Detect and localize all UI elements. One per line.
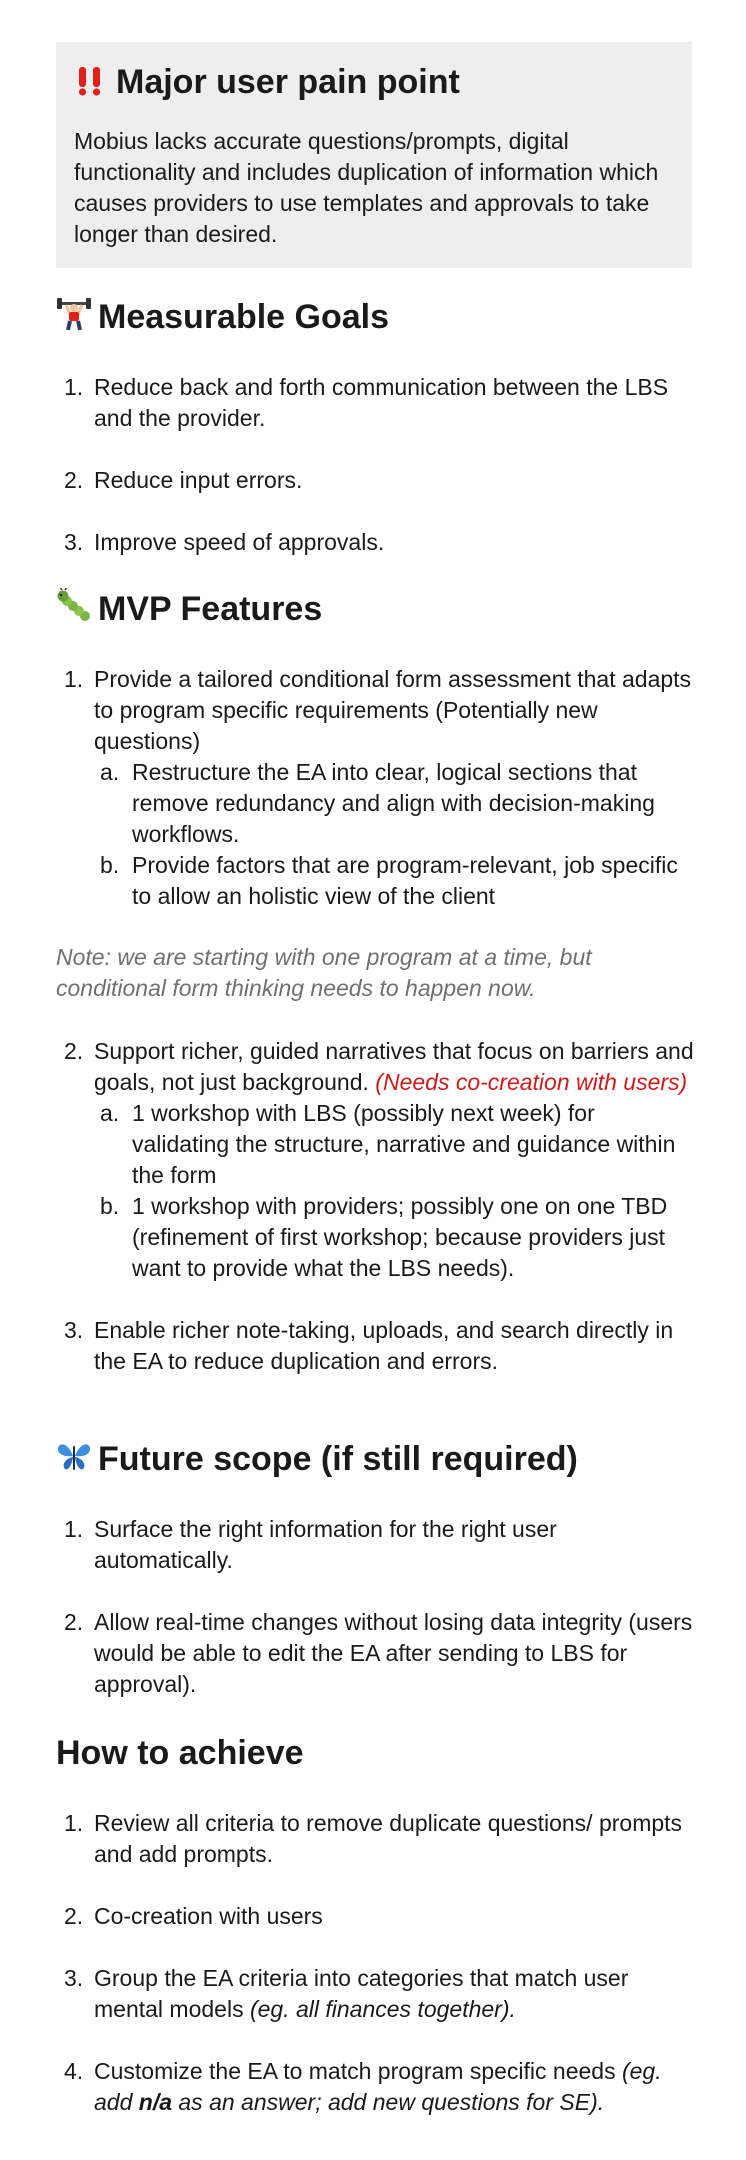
list-number: 1.: [64, 1810, 84, 1836]
list-item-text: Enable richer note-taking, uploads, and search directly in the EA to reduce duplication and errors.: [94, 1317, 674, 1374]
list-item-text: Review all criteria to remove duplicate questions/ prompts and add prompts.: [94, 1810, 683, 1867]
pain-point-body: Mobius lacks accurate questions/prompts, digital functionality and includes duplication of information which causes providers to use templates and approvals to take longer than desired.: [74, 128, 659, 247]
mvp-features-title: MVP Features: [98, 590, 323, 628]
list-item-text: Surface the right information for the right user automatically.: [94, 1516, 557, 1573]
sub-list-item: [94, 850, 696, 912]
list-item-text: Customize the EA to match program specific needs: [94, 2058, 622, 2084]
list-item-text: Reduce back and forth communication between the LBS and the provider.: [94, 374, 669, 431]
mvp-features-list-continued: [56, 1036, 696, 1377]
list-number: 2.: [64, 1903, 84, 1929]
mvp-features-continued: [56, 1036, 696, 1377]
list-item-text: Reduce input errors.: [94, 467, 303, 493]
pain-point-callout: [56, 42, 692, 268]
list-item: [56, 465, 696, 496]
sub-list-item-text: 1 workshop with LBS (possibly next week) for validating the structure, narrative and guidance within the form: [132, 1100, 676, 1188]
list-number: 2.: [64, 1038, 84, 1064]
how-to-achieve-list: [56, 1808, 696, 2118]
example-note: (eg. all finances together).: [249, 1996, 516, 2022]
measurable-goals-heading: [56, 290, 696, 344]
list-item: [56, 2056, 696, 2118]
future-scope-title: Future scope (if still required): [98, 1440, 578, 1478]
list-number: 3.: [64, 1965, 84, 1991]
list-item: [56, 1514, 696, 1576]
pain-point-heading: [74, 50, 674, 114]
sub-list-letter: b.: [100, 1193, 120, 1219]
sub-list-item: [94, 1098, 696, 1191]
list-number: 3.: [64, 1317, 84, 1343]
program-note: Note: we are starting with one program at a time, but conditional form thinking needs to happen now.: [56, 944, 592, 1001]
list-item: [56, 1607, 696, 1700]
caterpillar-icon: [56, 582, 96, 636]
list-item: [56, 1808, 696, 1870]
sub-list-item: [94, 757, 696, 850]
weightlifter-icon: [56, 290, 96, 344]
sub-list: [94, 757, 696, 912]
sub-list-letter: b.: [100, 852, 120, 878]
sub-list-item-text: Restructure the EA into clear, logical sections that remove redundancy and align with decision-making workflows.: [132, 759, 655, 847]
sub-list-item-text: 1 workshop with providers; possibly one on one TBD (refinement of first workshop; because providers just want to provide what the LBS needs).: [132, 1193, 668, 1281]
list-item-text: Allow real-time changes without losing data integrity (users would be able to edit the EA after sending to LBS for approval).: [94, 1609, 693, 1697]
how-to-achieve-heading: How to achieve: [56, 1734, 304, 1772]
sub-list: [94, 1098, 696, 1284]
list-number: 1.: [64, 666, 84, 692]
mvp-features-list: [56, 664, 696, 912]
list-item: [56, 372, 696, 434]
future-scope-section: [56, 1432, 696, 1700]
list-number: 3.: [64, 529, 84, 555]
future-scope-list: [56, 1514, 696, 1700]
list-item: [56, 664, 696, 912]
list-number: 1.: [64, 374, 84, 400]
list-item: [56, 1315, 696, 1377]
list-item: [56, 1963, 696, 2025]
list-item: [56, 1036, 696, 1284]
co-creation-highlight: (Needs co-creation with users): [375, 1069, 688, 1095]
how-to-achieve-section: [56, 1726, 696, 2118]
sub-list-item-text: Provide factors that are program-relevant, job specific to allow an holistic view of the client: [132, 852, 678, 909]
butterfly-icon: [56, 1432, 96, 1486]
list-item-text: Provide a tailored conditional form assessment that adapts to program specific requirements (Potentially new questions): [94, 666, 692, 754]
measurable-goals-title: Measurable Goals: [98, 298, 390, 336]
list-number: 1.: [64, 1516, 84, 1542]
list-item-text: Group the EA criteria into categories that match user mental models: [94, 1965, 629, 2022]
list-item-text: Support richer, guided narratives that focus on barriers and goals, not just background.: [94, 1038, 694, 1095]
future-scope-heading: [56, 1432, 696, 1486]
mvp-features-section: [56, 582, 696, 912]
na-answer-emphasis: n/a: [138, 2089, 172, 2115]
example-note: (eg. add: [94, 2058, 662, 2115]
list-number: 2.: [64, 467, 84, 493]
measurable-goals-section: [56, 290, 696, 558]
list-item: [56, 1901, 696, 1932]
list-number: 4.: [64, 2058, 84, 2084]
measurable-goals-list: [56, 372, 696, 558]
double-exclamation-icon: [74, 50, 114, 114]
pain-point-title: Major user pain point: [116, 63, 460, 101]
sub-list-letter: a.: [100, 1100, 120, 1126]
sub-list-letter: a.: [100, 759, 120, 785]
mvp-features-heading: [56, 582, 696, 636]
sub-list-item: [94, 1191, 696, 1284]
list-item-text: Improve speed of approvals.: [94, 529, 385, 555]
list-item-text: Co-creation with users: [94, 1903, 323, 1929]
list-number: 2.: [64, 1609, 84, 1635]
example-note: as an answer; add new questions for SE).: [172, 2089, 605, 2115]
list-item: [56, 527, 696, 558]
